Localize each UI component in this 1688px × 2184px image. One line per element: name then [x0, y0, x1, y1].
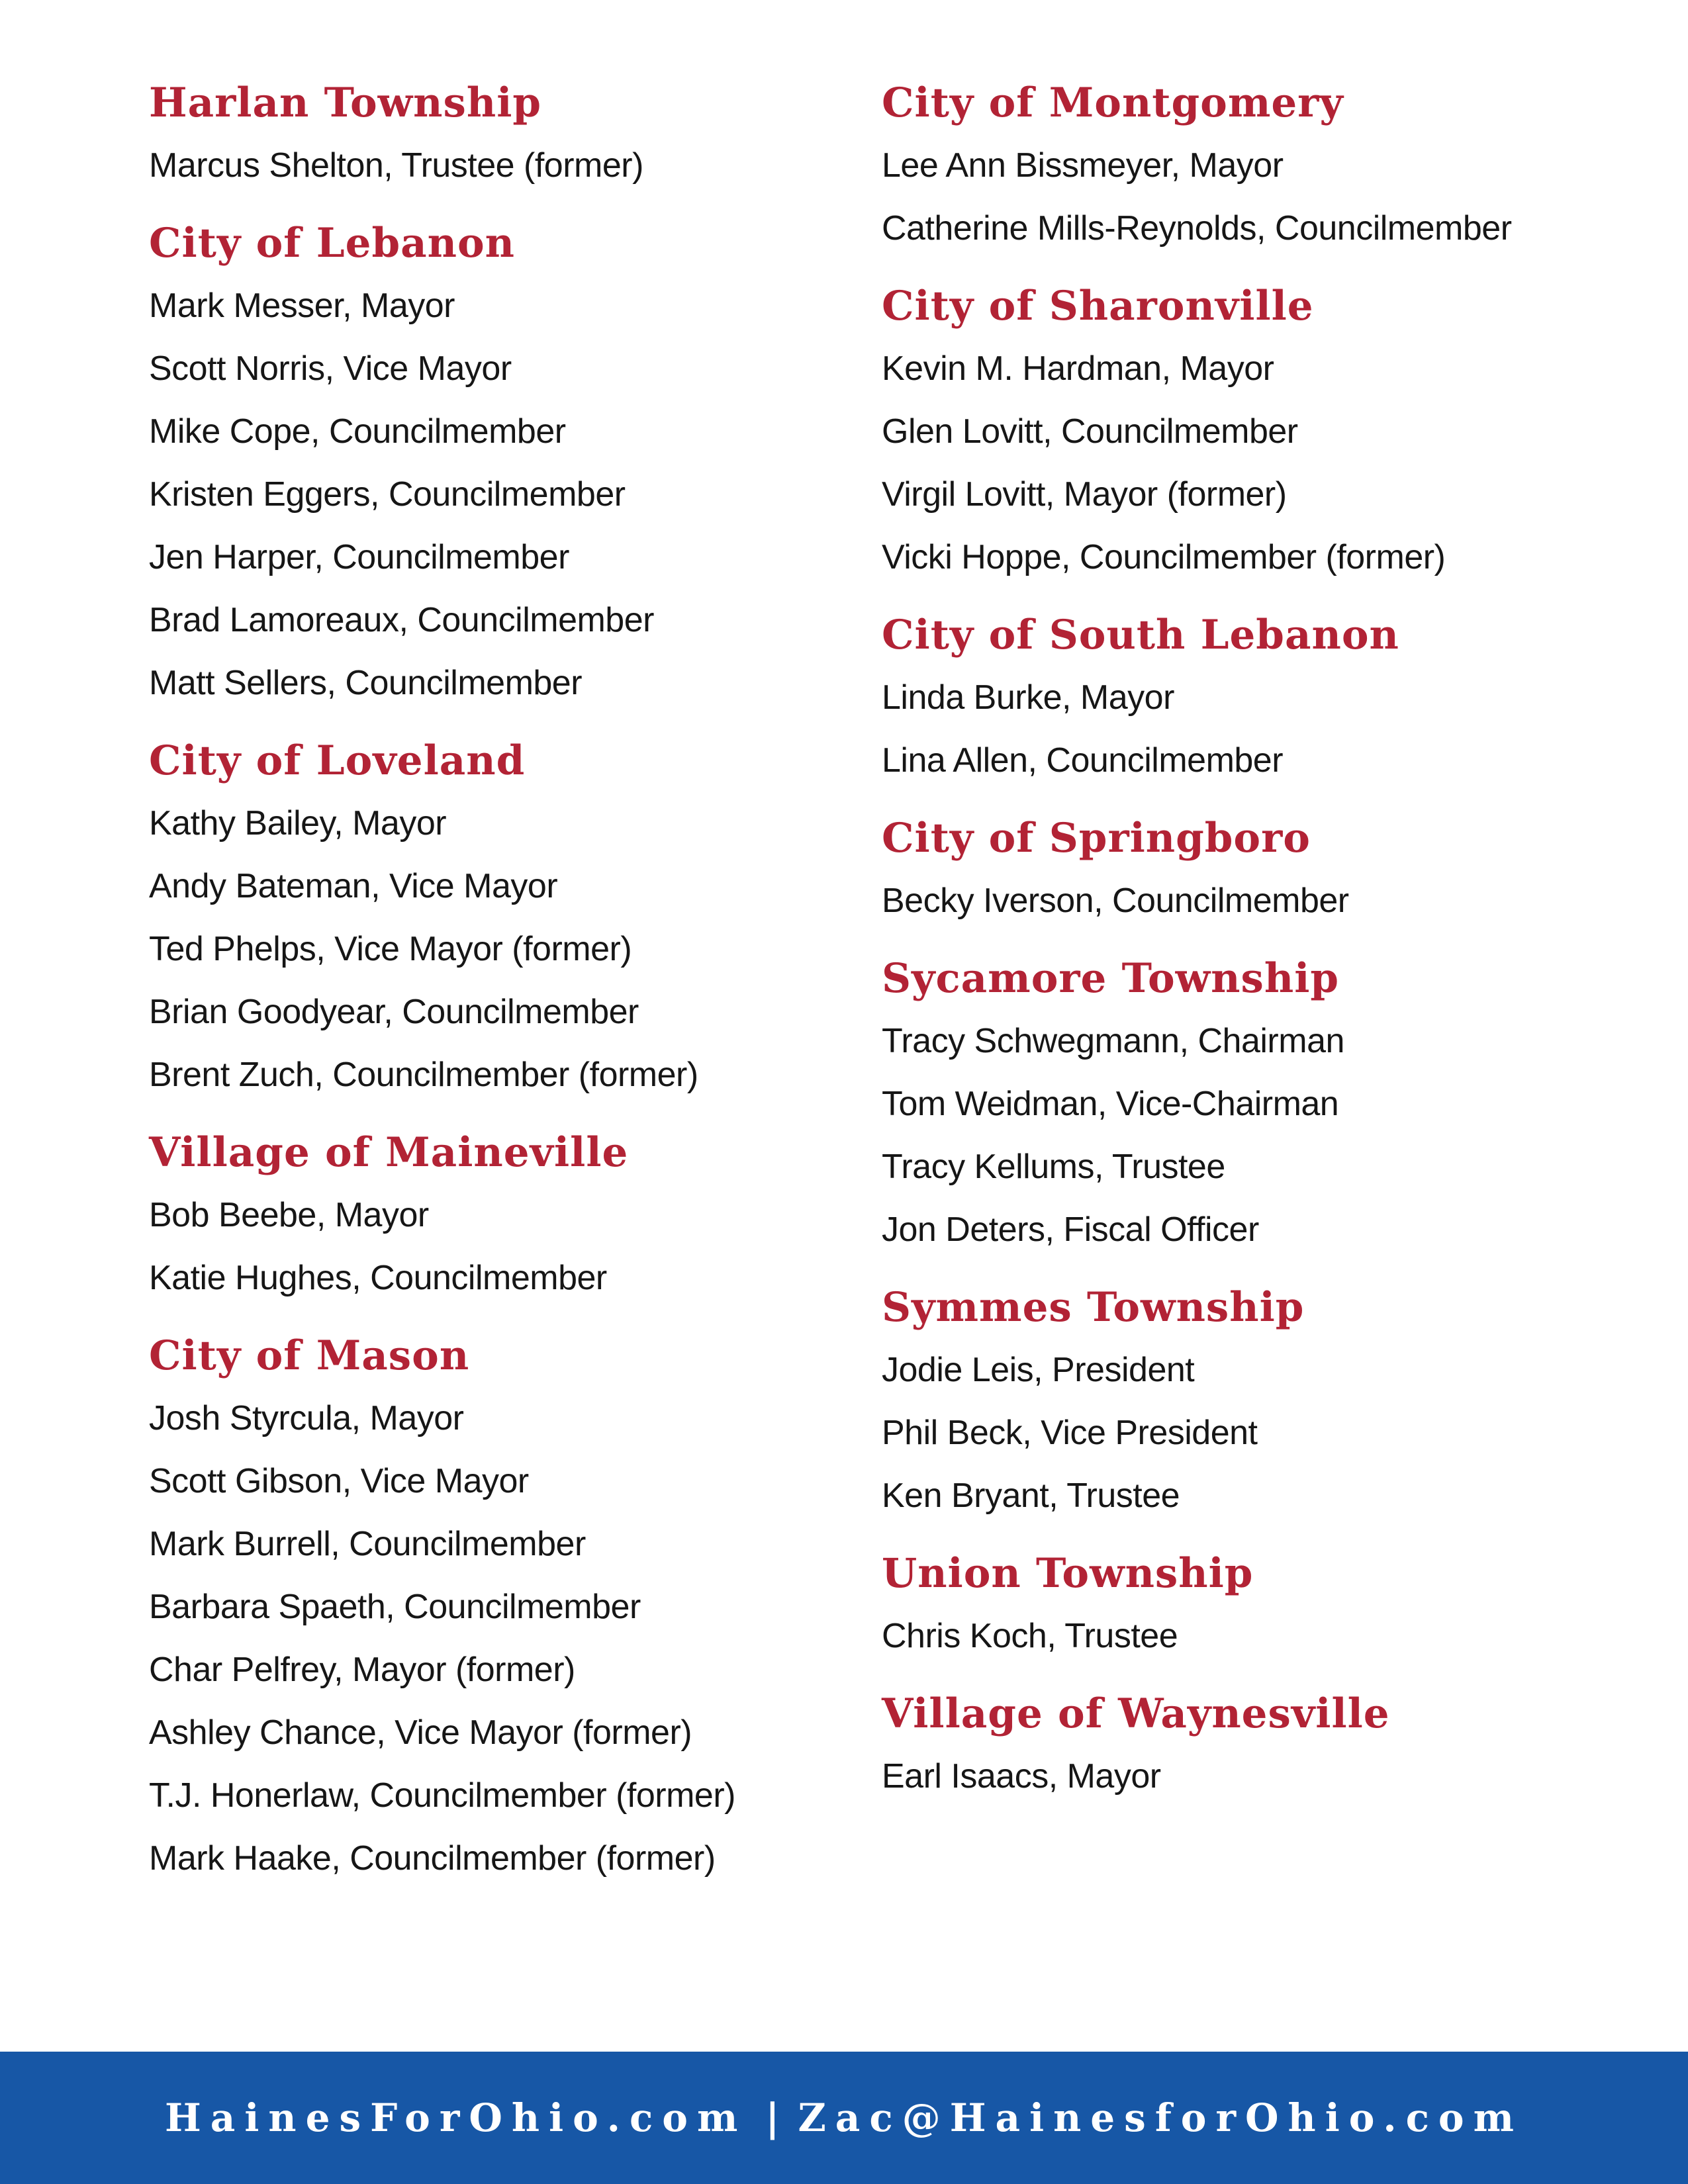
member-line: Earl Isaacs, Mayor [882, 1757, 1161, 1796]
member-line: Glen Lovitt, Councilmember [882, 412, 1298, 451]
endorsement-section [882, 71, 1663, 260]
member-line: Catherine Mills-Reynolds, Councilmember [882, 209, 1512, 248]
section-title: Village of Waynesville [882, 1690, 1390, 1737]
member-line: Linda Burke, Mayor [882, 678, 1174, 717]
endorsement-section [149, 1324, 930, 1890]
member-line: Mark Burrell, Councilmember [149, 1525, 586, 1563]
section-title: City of South Lebanon [882, 612, 1399, 659]
member-line: Ted Phelps, Vice Mayor (former) [149, 930, 632, 968]
endorsement-section [882, 275, 1663, 589]
member-line: Becky Iverson, Councilmember [882, 882, 1349, 920]
member-line: Tom Weidman, Vice-Chairman [882, 1085, 1339, 1123]
section-title: Village of Maineville [149, 1129, 629, 1176]
member-line: Kathy Bailey, Mayor [149, 804, 447, 842]
section-title: Harlan Township [149, 79, 542, 126]
section-title: Symmes Township [882, 1284, 1305, 1331]
section-title: City of Mason [149, 1332, 470, 1379]
member-line: Lee Ann Bissmeyer, Mayor [882, 146, 1284, 185]
member-line: Kristen Eggers, Councilmember [149, 475, 626, 514]
member-line: Mike Cope, Councilmember [149, 412, 566, 451]
footer-website: HainesForOhio.com [165, 2095, 747, 2140]
member-line: Char Pelfrey, Mayor (former) [149, 1651, 575, 1689]
footer-separator: | [765, 2095, 780, 2140]
member-line: Lina Allen, Councilmember [882, 741, 1284, 780]
endorsement-section [149, 212, 930, 715]
section-title: City of Montgomery [882, 79, 1344, 126]
member-line: Marcus Shelton, Trustee (former) [149, 146, 643, 185]
member-line: Jodie Leis, President [882, 1351, 1195, 1389]
member-line: Ashley Chance, Vice Mayor (former) [149, 1713, 692, 1752]
member-line: Tracy Kellums, Trustee [882, 1148, 1225, 1186]
member-line: Jon Deters, Fiscal Officer [882, 1210, 1259, 1249]
endorsement-section [149, 71, 930, 197]
endorsement-section [149, 1121, 930, 1310]
endorsement-section [882, 1682, 1663, 1808]
endorsements-column-left [149, 71, 930, 1890]
member-line: Bob Beebe, Mayor [149, 1196, 429, 1234]
section-title: Union Township [882, 1550, 1254, 1597]
endorsement-section [882, 807, 1663, 933]
member-line: T.J. Honerlaw, Councilmember (former) [149, 1776, 735, 1815]
section-title: City of Lebanon [149, 220, 516, 267]
member-line: Tracy Schwegmann, Chairman [882, 1022, 1344, 1060]
member-line: Phil Beck, Vice President [882, 1414, 1258, 1452]
footer-bar [0, 2052, 1688, 2184]
member-line: Chris Koch, Trustee [882, 1617, 1178, 1655]
section-title: Sycamore Township [882, 955, 1340, 1002]
member-line: Scott Gibson, Vice Mayor [149, 1462, 529, 1500]
member-line: Brent Zuch, Councilmember (former) [149, 1056, 698, 1094]
member-line: Barbara Spaeth, Councilmember [149, 1588, 641, 1626]
endorsement-section [882, 1542, 1663, 1668]
member-line: Andy Bateman, Vice Mayor [149, 867, 558, 905]
member-line: Mark Haake, Councilmember (former) [149, 1839, 716, 1878]
section-title: City of Sharonville [882, 283, 1314, 330]
endorsement-section [882, 604, 1663, 792]
member-line: Brad Lamoreaux, Councilmember [149, 601, 654, 639]
endorsement-section [882, 947, 1663, 1261]
member-line: Jen Harper, Councilmember [149, 538, 569, 576]
member-line: Brian Goodyear, Councilmember [149, 993, 639, 1031]
member-line: Josh Styrcula, Mayor [149, 1399, 464, 1437]
member-line: Kevin M. Hardman, Mayor [882, 349, 1274, 388]
section-title: City of Loveland [149, 737, 526, 784]
endorsement-section [149, 729, 930, 1107]
endorsements-column-right [882, 71, 1663, 1808]
footer-email: Zac@HainesforOhio.com [798, 2095, 1523, 2140]
member-line: Matt Sellers, Councilmember [149, 664, 583, 702]
member-line: Vicki Hoppe, Councilmember (former) [882, 538, 1446, 576]
member-line: Mark Messer, Mayor [149, 287, 455, 325]
member-line: Scott Norris, Vice Mayor [149, 349, 512, 388]
endorsement-section [882, 1276, 1663, 1527]
member-line: Virgil Lovitt, Mayor (former) [882, 475, 1287, 514]
section-title: City of Springboro [882, 815, 1311, 862]
member-line: Katie Hughes, Councilmember [149, 1259, 607, 1297]
footer-contact-line [165, 2095, 1523, 2140]
member-line: Ken Bryant, Trustee [882, 1477, 1180, 1515]
